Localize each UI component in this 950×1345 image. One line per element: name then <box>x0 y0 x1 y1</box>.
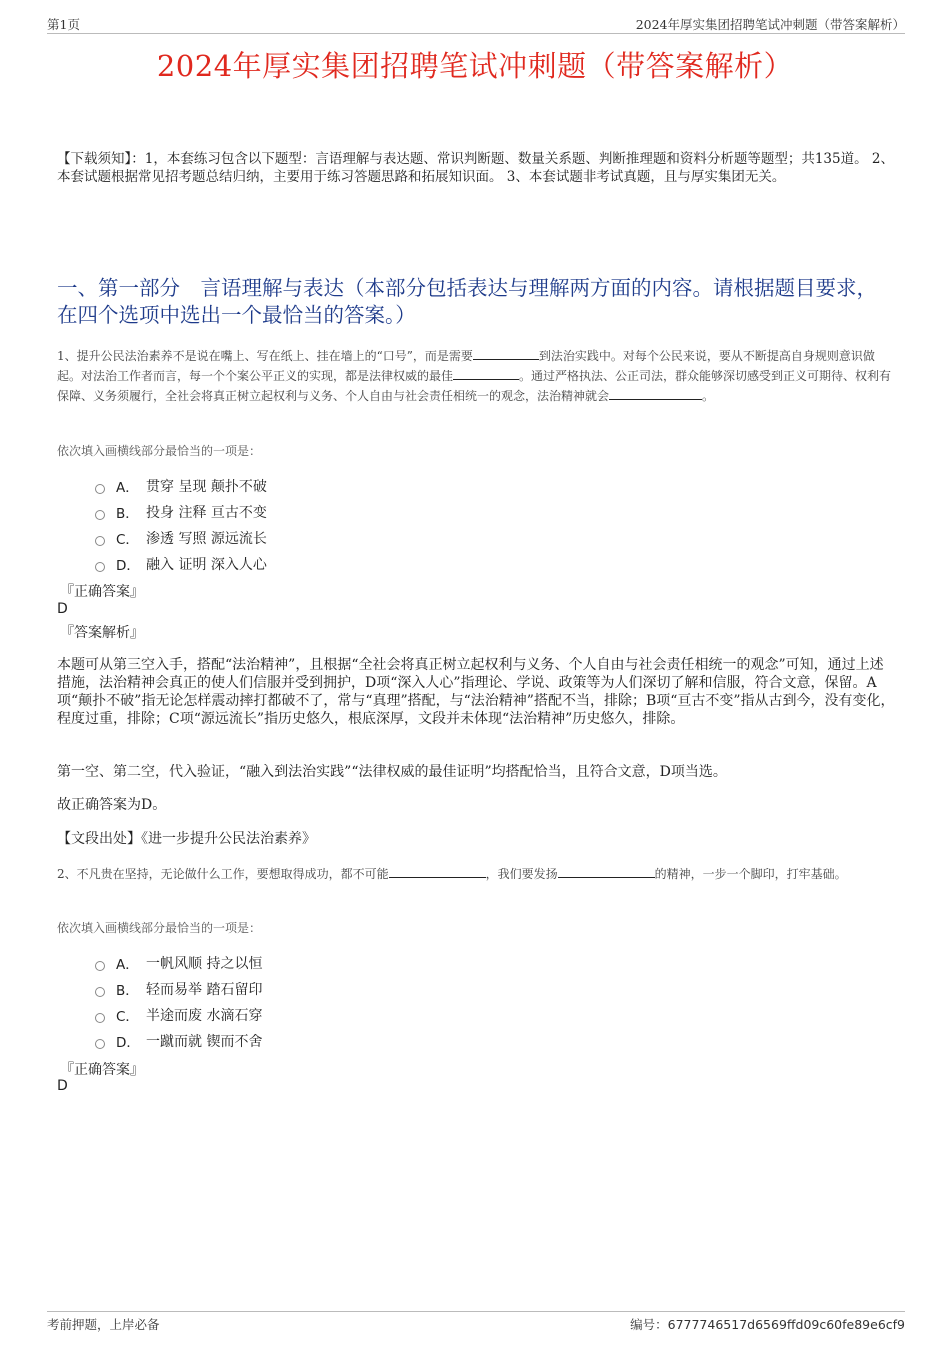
fill-blank[interactable] <box>558 865 655 878</box>
radio-icon[interactable] <box>95 987 105 997</box>
question-2-stem: 2、不凡贵在坚持，无论做什么工作，要想取得成功，都不可能 ，我们要发扬 的精神，一步一个脚印，打牢基础。 <box>57 867 847 881</box>
question-2-options <box>95 950 262 1054</box>
radio-icon[interactable] <box>95 562 105 572</box>
radio-icon[interactable] <box>95 1013 105 1023</box>
analysis-paragraph: 故正确答案为D。 <box>57 797 167 813</box>
option-b[interactable]: B． 轻而易举 踏石留印 <box>95 976 262 1002</box>
fill-blank[interactable] <box>453 367 519 380</box>
page-footer <box>47 1311 905 1332</box>
question-2-prompt: 依次填入画横线部分最恰当的一项是： <box>57 921 262 935</box>
document-code: 编号：6777746517d6569ffd09c60fe89e6cf9 <box>630 1317 905 1332</box>
text-source: 【文段出处】《进一步提升公民法治素养》 <box>57 831 316 847</box>
correct-answer: D <box>57 601 68 617</box>
fill-blank[interactable] <box>609 387 702 400</box>
option-c[interactable]: C． 半途而废 水滴石穿 <box>95 1002 262 1028</box>
radio-icon[interactable] <box>95 536 105 546</box>
page-header <box>47 15 905 34</box>
option-d[interactable]: D． 融入 证明 深入人心 <box>95 551 267 577</box>
radio-icon[interactable] <box>95 1039 105 1049</box>
analysis-label: 『答案解析』 <box>60 625 144 641</box>
option-a[interactable]: A． 贯穿 呈现 颠扑不破 <box>95 473 267 499</box>
option-a[interactable]: A． 一帆风顺 持之以恒 <box>95 950 262 976</box>
option-c[interactable]: C． 渗透 写照 源远流长 <box>95 525 267 551</box>
analysis-paragraph: 第一空、第二空，代入验证，“融入到法治实践”“法律权威的最佳证明”均搭配恰当，且符合文意，D项当选。 <box>57 764 727 780</box>
option-b[interactable]: B． 投身 注释 亘古不变 <box>95 499 267 525</box>
analysis-paragraph: 本题可从第三空入手，搭配“法治精神”，且根据“全社会将真正树立起权利与义务、个人自由与社会责任相统一的观念”可知，通过上述措施，法治精神会真正的使人们信服并受到拥护，D项“深入人心”指理论、学说、政策等为人们深切了解和信服，符合文意，保留。A项“颠扑不破”指无论怎样震动摔打都破不了，常与“真理”搭配，与“法治精神”搭配不当，排除；B项“亘古不变”指从古到今，没有变化，程度过重，排除；C项“源远流长”指历史悠久，根底深厚，文段并未体现“法治精神”历史悠久，排除。 <box>57 657 895 727</box>
download-notice: 【下载须知】：1，本套练习包含以下题型：言语理解与表达题、常识判断题、数量关系题、判断推理题和资料分析题等题型；共135道。 2、本套试题根据常见招考题总结归纳，主要用于练习答题思路和拓展知识面。 3、本套试题非考试真题，且与厚实集团无关。 <box>57 151 894 185</box>
option-d[interactable]: D． 一蹴而就 锲而不舍 <box>95 1028 262 1054</box>
section-title: 一、第一部分 言语理解与表达（本部分包括表达与理解两方面的内容。请根据题目要求，在四个选项中选出一个最恰当的答案。） <box>57 276 877 327</box>
radio-icon[interactable] <box>95 484 105 494</box>
question-1-stem: 1、提升公民法治素养不是说在嘴上、写在纸上、挂在墙上的“口号”，而是需要 到法治实践中。对每个公民来说，要从不断提高自身规则意识做起。对法治工作者而言，每一个个案公平正义的实现，都是法律权威的最佳 。通过严格执法、公正司法，群众能够深切感受到正义可期待、权利有保障、义务须履行，全社会将真正树立起权利与义务、个人自由与社会责任相统一的观念，法治精神就会 。 <box>57 349 892 403</box>
question-1-prompt: 依次填入画横线部分最恰当的一项是： <box>57 444 262 458</box>
header-doc-title: 2024年厚实集团招聘笔试冲刺题（带答案解析） <box>635 17 905 32</box>
correct-answer-label: 『正确答案』 <box>60 584 144 600</box>
radio-icon[interactable] <box>95 510 105 520</box>
correct-answer-label: 『正确答案』 <box>60 1062 144 1078</box>
question-1-options <box>95 473 267 577</box>
fill-blank[interactable] <box>473 347 539 360</box>
page-number: 第1页 <box>47 17 80 32</box>
fill-blank[interactable] <box>389 865 486 878</box>
page-title: 2024年厚实集团招聘笔试冲刺题（带答案解析） <box>156 49 794 83</box>
footer-slogan: 考前押题，上岸必备 <box>47 1317 160 1332</box>
correct-answer: D <box>57 1078 68 1094</box>
radio-icon[interactable] <box>95 961 105 971</box>
